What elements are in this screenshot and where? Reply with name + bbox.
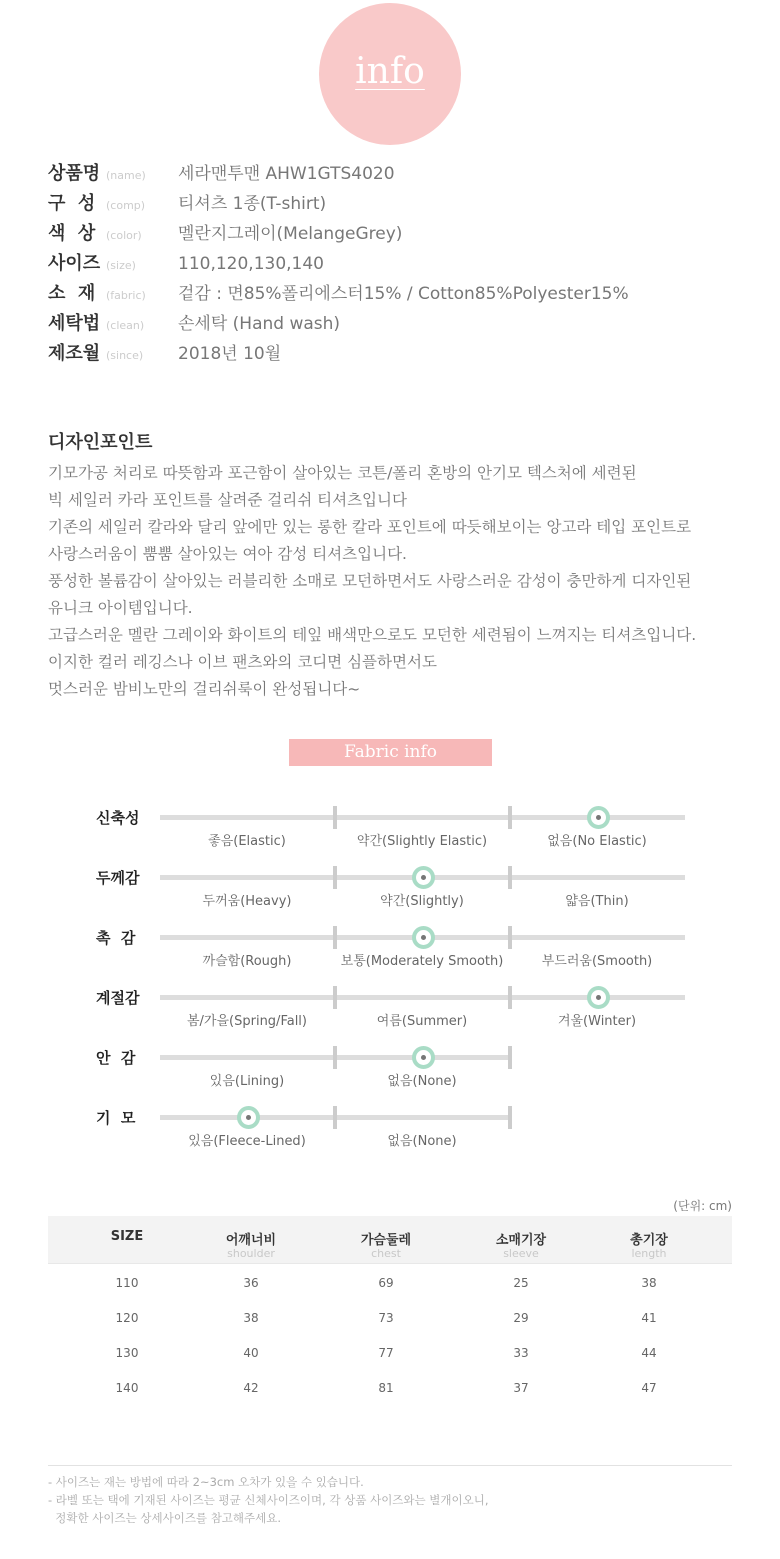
info-badge xyxy=(319,3,461,145)
header-label: SIZE xyxy=(110,1229,144,1244)
info-label-en: (since) xyxy=(106,349,144,362)
size-table-cell: 33 xyxy=(513,1346,529,1360)
description-line: 풍성한 볼륨감이 살아있는 러블리한 소매로 모던하면서도 사랑스러운 감성이 충만하게 디자인된 xyxy=(48,572,692,590)
fabric-tick xyxy=(508,926,512,949)
fabric-tick xyxy=(508,1046,512,1069)
fabric-selected-dot xyxy=(237,1106,260,1129)
size-table-cell: 38 xyxy=(243,1311,259,1325)
fabric-tick xyxy=(508,986,512,1009)
fabric-selected-dot xyxy=(587,986,610,1009)
size-table xyxy=(48,1216,732,1406)
size-table-cell: 73 xyxy=(378,1311,394,1325)
size-table-row xyxy=(48,1371,732,1406)
fabric-tick xyxy=(333,986,337,1009)
note-line: 정확한 사이즈는 상세사이즈를 참고해주세요. xyxy=(48,1511,282,1525)
fabric-row-label: 두께감 xyxy=(96,869,140,887)
fabric-row-label: 안 감 xyxy=(96,1049,136,1067)
description-line: 사랑스러움이 뿜뿜 살아있는 여아 감성 티셔츠입니다. xyxy=(48,545,407,563)
info-label: 소 재 xyxy=(48,283,96,304)
header-label: 소매기장 xyxy=(495,1233,547,1248)
fabric-row xyxy=(0,1049,780,1115)
size-table-cell: 69 xyxy=(378,1276,394,1290)
size-table-header-cell xyxy=(183,1216,319,1259)
fabric-selected-dot xyxy=(587,806,610,829)
fabric-row-label: 촉 감 xyxy=(96,929,136,947)
fabric-option: 없음(None) xyxy=(387,1074,457,1089)
info-row xyxy=(48,339,281,365)
fabric-option: 부드러움(Smooth) xyxy=(541,954,653,969)
size-table-header-cell xyxy=(318,1216,454,1259)
size-table-row xyxy=(48,1301,732,1336)
fabric-option: 약간(Slightly) xyxy=(380,894,464,909)
fabric-row xyxy=(0,1109,780,1175)
size-table-header xyxy=(48,1216,732,1264)
info-label: 색 상 xyxy=(48,223,96,244)
fabric-tick xyxy=(508,806,512,829)
fabric-tick xyxy=(333,806,337,829)
fabric-option: 까슬함(Rough) xyxy=(202,954,292,969)
info-label: 상품명 xyxy=(48,163,101,184)
description-line: 이지한 컬러 레깅스나 이브 팬츠와의 코디면 심플하면서도 xyxy=(48,653,437,671)
fabric-option: 있음(Lining) xyxy=(209,1074,285,1089)
info-value: 겉감 : 면85%폴리에스터15% / Cotton85%Polyester15% xyxy=(178,284,629,304)
size-table-cell: 44 xyxy=(641,1346,657,1360)
description-line: 멋스러운 밤비노만의 걸리쉬룩이 완성됩니다~ xyxy=(48,680,361,698)
size-table-cell: 110 xyxy=(115,1276,139,1290)
info-label-en: (color) xyxy=(106,229,142,242)
size-table-cell: 36 xyxy=(243,1276,259,1290)
fabric-row xyxy=(0,869,780,935)
size-table-cell: 81 xyxy=(378,1381,394,1395)
size-table-cell: 41 xyxy=(641,1311,657,1325)
size-table-cell: 130 xyxy=(115,1346,139,1360)
size-table-cell: 140 xyxy=(115,1381,139,1395)
info-row xyxy=(48,219,402,245)
info-value: 티셔츠 1종(T-shirt) xyxy=(178,194,327,214)
description-line: 기존의 세일러 칼라와 달리 앞에만 있는 롱한 칼라 포인트에 따듯해보이는 앙고라 테입 포인트로 xyxy=(48,518,692,536)
fabric-option: 약간(Slightly Elastic) xyxy=(356,834,488,849)
info-row xyxy=(48,279,629,305)
info-label: 사이즈 xyxy=(48,253,101,274)
size-table-cell: 120 xyxy=(115,1311,139,1325)
header-label: 가슴둘레 xyxy=(360,1233,412,1248)
size-table-header-cell xyxy=(581,1216,717,1259)
design-point-description xyxy=(48,460,696,703)
size-notes xyxy=(48,1465,732,1527)
size-table-cell: 47 xyxy=(641,1381,657,1395)
info-row xyxy=(48,309,340,335)
info-label-en: (clean) xyxy=(106,319,145,332)
fabric-tick xyxy=(333,1106,337,1129)
info-row xyxy=(48,189,326,215)
info-label-en: (comp) xyxy=(106,199,146,212)
header-label-en: chest xyxy=(371,1247,401,1260)
info-value: 2018년 10월 xyxy=(178,344,282,364)
fabric-tick xyxy=(508,866,512,889)
info-value: 멜란지그레이(MelangeGrey) xyxy=(178,224,403,244)
description-line: 유니크 아이템입니다. xyxy=(48,599,193,617)
fabric-tick xyxy=(333,1046,337,1069)
info-value: 손세탁 (Hand wash) xyxy=(178,314,341,334)
fabric-option: 없음(No Elastic) xyxy=(547,834,647,849)
size-table-cell: 25 xyxy=(513,1276,529,1290)
note-line: - 라벨 또는 택에 기재된 사이즈는 평균 신체사이즈이며, 각 상품 사이즈와는 별개이오니, xyxy=(48,1493,489,1507)
size-unit: (단위: cm) xyxy=(673,1199,732,1213)
header-label-en: sleeve xyxy=(503,1247,539,1260)
fabric-option: 여름(Summer) xyxy=(376,1014,468,1029)
fabric-row-label: 계절감 xyxy=(96,989,140,1007)
fabric-option: 두꺼움(Heavy) xyxy=(202,894,292,909)
header-label: 총기장 xyxy=(630,1233,668,1248)
size-table-header-cell xyxy=(453,1216,589,1259)
fabric-row-label: 기 모 xyxy=(96,1109,136,1127)
fabric-row-label: 신축성 xyxy=(96,809,140,827)
fabric-selected-dot xyxy=(412,926,435,949)
size-table-cell: 29 xyxy=(513,1311,529,1325)
size-table-row xyxy=(48,1336,732,1371)
fabric-tick xyxy=(333,926,337,949)
fabric-selected-dot xyxy=(412,1046,435,1069)
fabric-info-title: Fabric info xyxy=(289,739,492,766)
header-label-en: shoulder xyxy=(227,1247,275,1260)
fabric-row xyxy=(0,809,780,875)
description-line: 고급스러운 멜란 그레이와 화이트의 테잎 배색만으로도 모던한 세련됨이 느껴지는 티셔츠입니다. xyxy=(48,626,697,644)
info-row xyxy=(48,159,395,185)
fabric-row xyxy=(0,929,780,995)
fabric-option: 보통(Moderately Smooth) xyxy=(340,954,504,969)
fabric-row xyxy=(0,989,780,1055)
fabric-option: 좋음(Elastic) xyxy=(208,834,286,849)
header-label-en: length xyxy=(631,1247,667,1260)
info-label-en: (size) xyxy=(106,259,136,272)
description-line: 기모가공 처리로 따뜻함과 포근함이 살아있는 코튼/폴리 혼방의 안기모 텍스처에 세련된 xyxy=(48,464,637,482)
size-table-header-cell xyxy=(59,1216,195,1244)
info-label: 세탁법 xyxy=(48,313,101,334)
info-badge-text: info xyxy=(355,51,425,92)
fabric-selected-dot xyxy=(412,866,435,889)
info-label: 구 성 xyxy=(48,193,96,214)
info-label-en: (name) xyxy=(106,169,146,182)
size-table-cell: 37 xyxy=(513,1381,529,1395)
info-label: 제조월 xyxy=(48,343,101,364)
info-row xyxy=(48,249,324,275)
fabric-option: 있음(Fleece-Lined) xyxy=(188,1134,306,1149)
info-value: 세라맨투맨 AHW1GTS4020 xyxy=(178,164,395,184)
size-table-row xyxy=(48,1266,732,1301)
note-line: - 사이즈는 재는 방법에 따라 2~3cm 오차가 있을 수 있습니다. xyxy=(48,1475,364,1489)
size-table-cell: 77 xyxy=(378,1346,394,1360)
header-label: 어깨너비 xyxy=(225,1233,277,1248)
fabric-tick xyxy=(333,866,337,889)
fabric-option: 겨울(Winter) xyxy=(557,1014,637,1029)
size-table-cell: 38 xyxy=(641,1276,657,1290)
info-value: 110,120,130,140 xyxy=(178,254,325,274)
info-label-en: (fabric) xyxy=(106,289,146,302)
fabric-option: 얇음(Thin) xyxy=(565,894,629,909)
fabric-option: 없음(None) xyxy=(387,1134,457,1149)
size-table-cell: 40 xyxy=(243,1346,259,1360)
description-line: 빅 세일러 카라 포인트를 살려준 걸리쉬 티셔츠입니다 xyxy=(48,491,407,509)
fabric-tick xyxy=(508,1106,512,1129)
size-table-cell: 42 xyxy=(243,1381,259,1395)
design-point-title: 디자인포인트 xyxy=(48,432,153,453)
fabric-option: 봄/가을(Spring/Fall) xyxy=(186,1014,307,1029)
